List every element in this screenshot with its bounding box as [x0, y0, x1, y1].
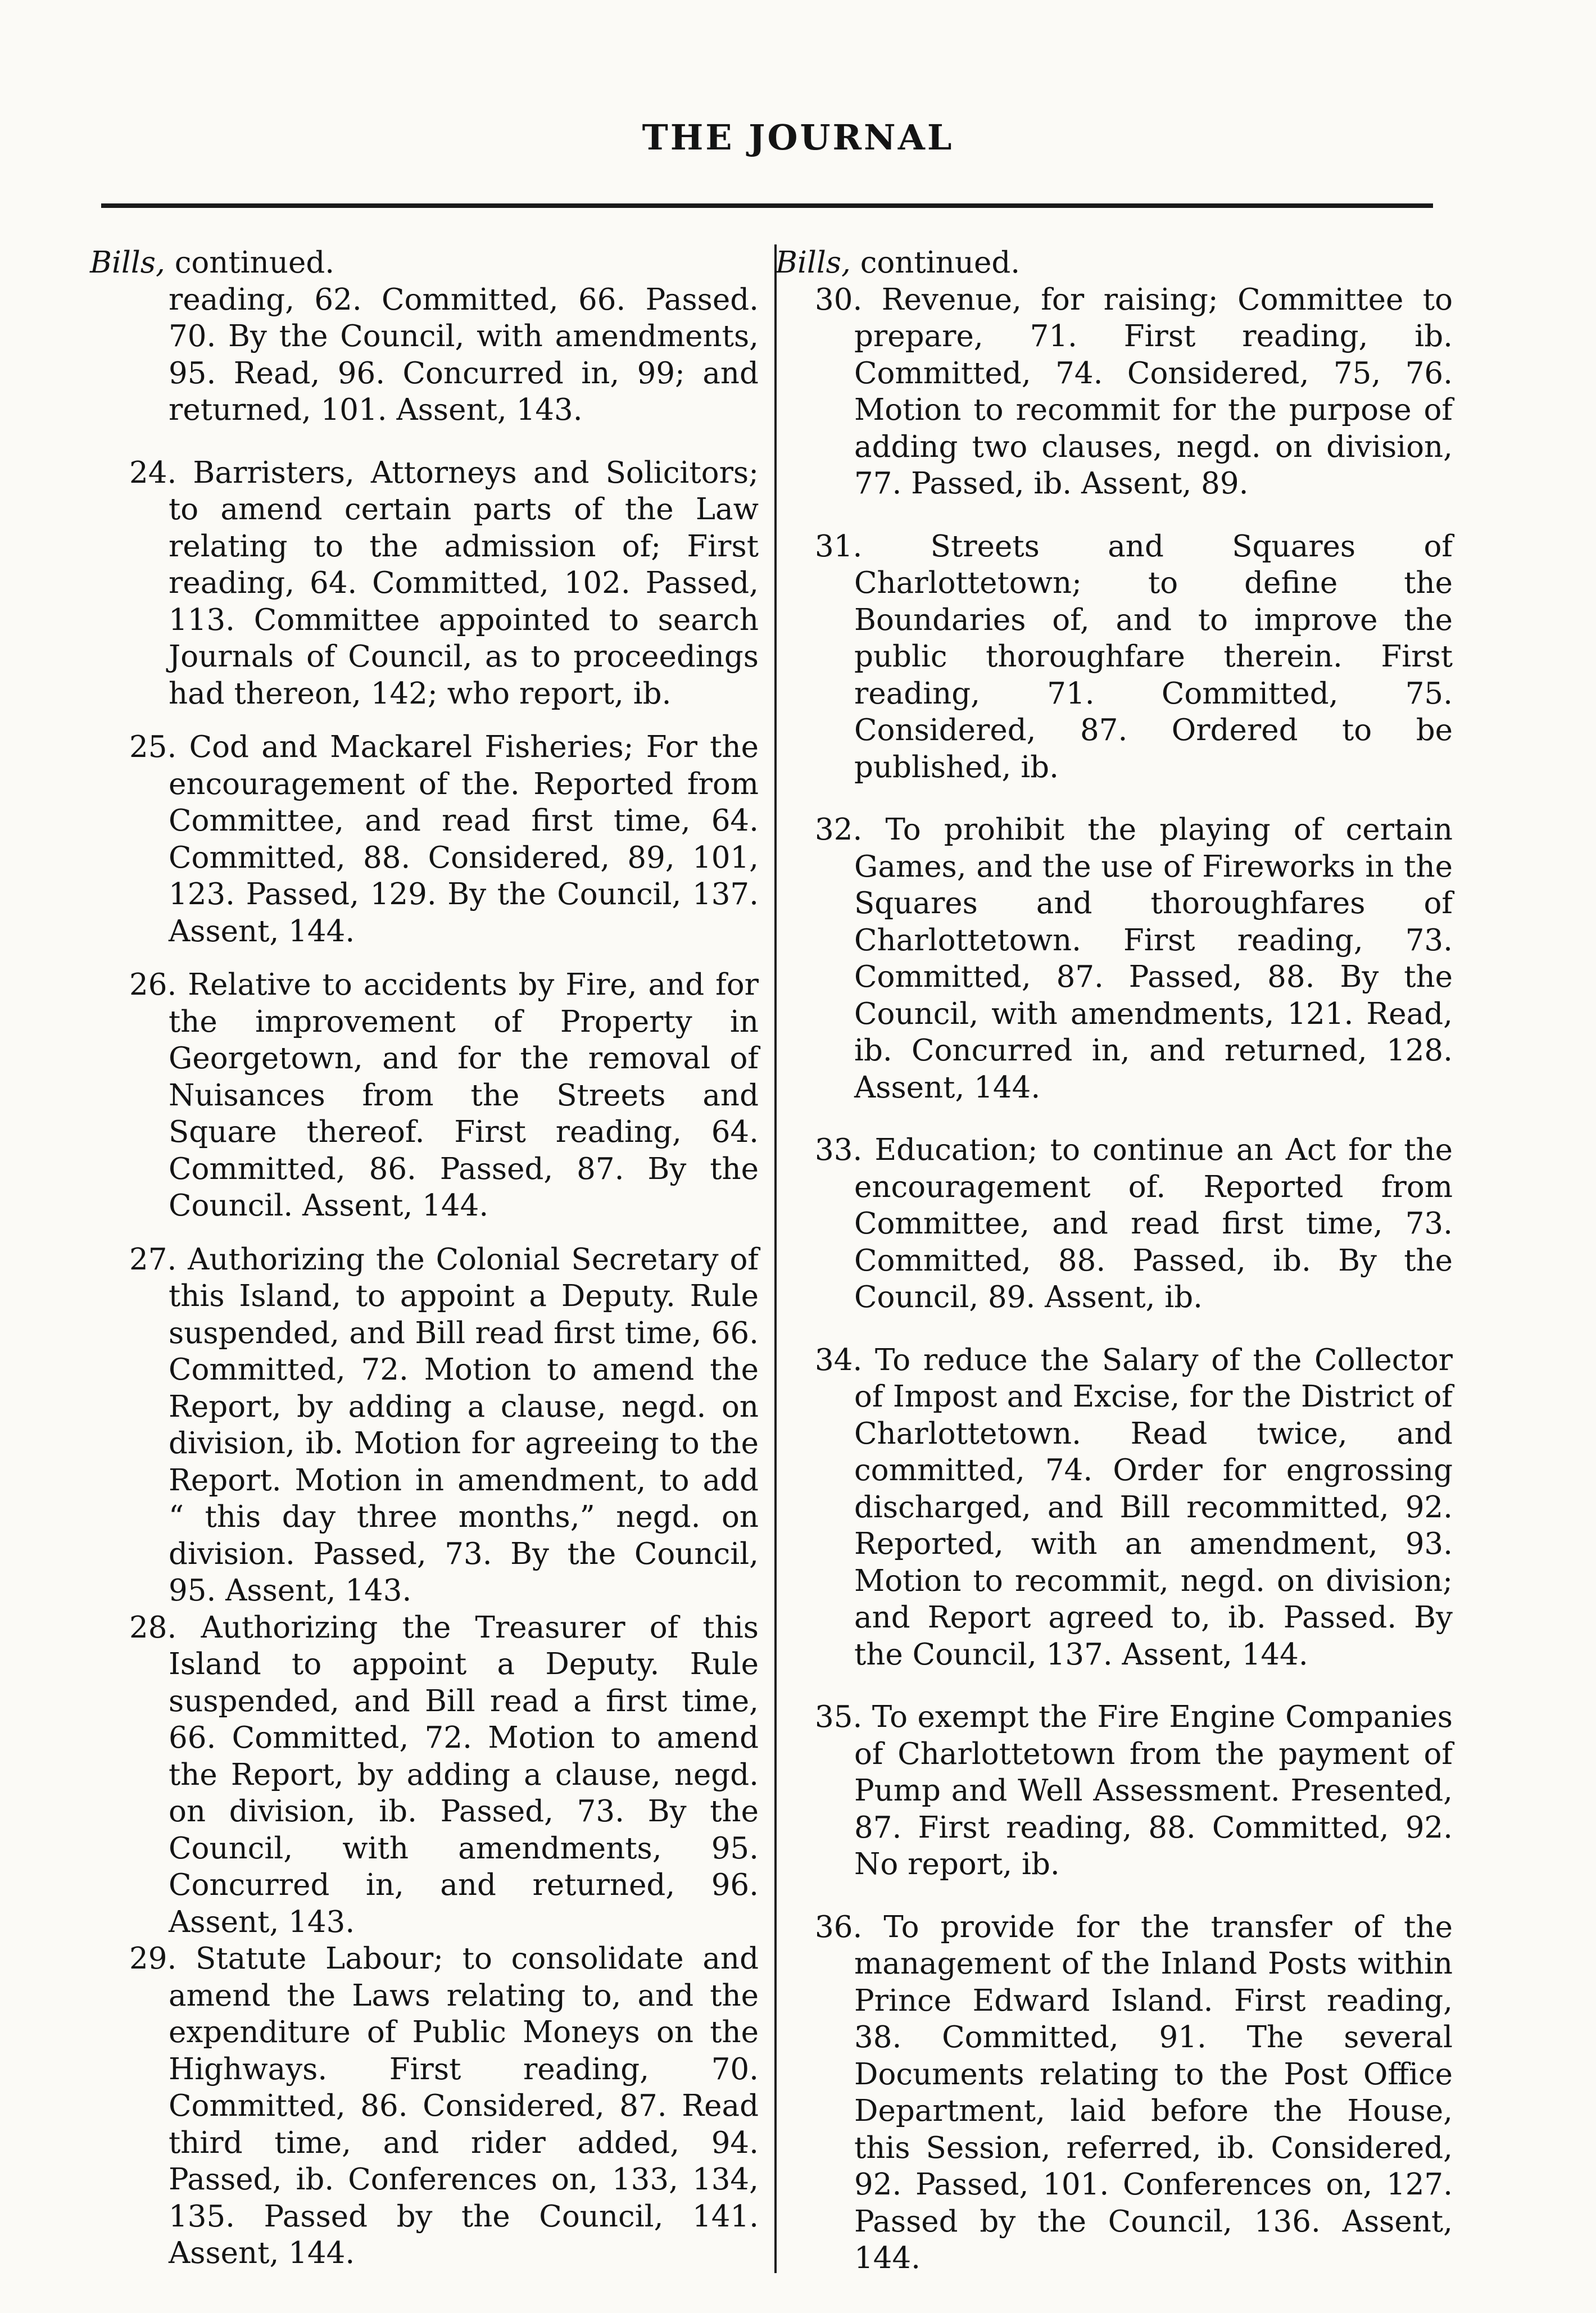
- entry-28: [90, 1609, 759, 1941]
- entry-number: 30.: [815, 282, 863, 317]
- entry-text: To prohibit the playing of certain Games, and the use of Fireworks in the Squares and thoroughfares of Charlottetown. First reading, 73. Committed, 87. Passed, 88. By the Council, with amendments, 121. Read, ib. Concurred in, and returned, 128. Assent, 144.: [854, 813, 1453, 1105]
- entry-30: [776, 282, 1453, 502]
- spacer: [776, 1316, 1453, 1342]
- entry-number: 25.: [129, 730, 177, 764]
- entry-text: Relative to accidents by Fire, and for the improvement of Property in Georgetown, and for the removal of Nuisances from the Streets and Square thereof. First reading, 64. Committed, 86. Passed, 87. By the Council. Assent, 144.: [169, 968, 759, 1223]
- entry-text: Barristers, Attorneys and Solicitors; to amend certain parts of the Law relating to the admission of; First reading, 64. Committed, 102. Passed, 113. Committee appointed to search Journals of Council, as to proceedings had thereon, 142; who report, ib.: [169, 455, 759, 711]
- entry-27: [90, 1241, 759, 1609]
- entry-number: 28.: [129, 1610, 177, 1645]
- running-title: THE JOURNAL: [642, 117, 954, 158]
- entry-24: [90, 455, 759, 713]
- right-column: [776, 244, 1453, 2277]
- entry-31: [776, 528, 1453, 786]
- entry-number: 31.: [815, 529, 863, 564]
- left-column: [90, 244, 759, 2272]
- spacer: [776, 1673, 1453, 1699]
- entry-32: [776, 811, 1453, 1106]
- spacer: [90, 950, 759, 967]
- continued-entry-text: reading, 62. Committed, 66. Passed. 70. By the Council, with amendments, 95. Read, 96. Concurred in, 99; and returned, 101. Assent, 143.: [169, 282, 759, 427]
- entry-number: 27.: [129, 1242, 177, 1277]
- entry-text: To reduce the Salary of the Collector of Impost and Excise, for the District of Charlottetown. Read twice, and committed, 74. Order for engrossing discharged, and Bill recommitted, 92. Reported, with an amendment, 93. Motion to recommit, negd. on division; and Report agreed to, ib. Passed. By the Council, 137. Assent, 144.: [854, 1343, 1453, 1672]
- continued-label-rest: continued.: [850, 246, 1021, 280]
- entry-36: [776, 1909, 1453, 2277]
- entry-26: [90, 967, 759, 1224]
- entry-number: 32.: [815, 813, 863, 847]
- entry-text: Revenue, for raising; Committee to prepare, 71. First reading, ib. Committed, 74. Considered, 75, 76. Motion to recommit for the purpose of adding two clauses, negd. on division, 77. Passed, ib. Assent, 89.: [854, 282, 1453, 501]
- entry-33: [776, 1132, 1453, 1316]
- entry-text: Authorizing the Colonial Secretary of this Island, to appoint a Deputy. Rule suspended, and Bill read first time, 66. Committed, 72. Motion to amend the Report, by adding a clause, negd. on division, ib. Motion for agreeing to the Report. Motion in amendment, to add “ this day three months,” negd. on division. Passed, 73. By the Council, 95. Assent, 143.: [169, 1242, 759, 1608]
- entry-25: [90, 729, 759, 950]
- entry-number: 34.: [815, 1343, 863, 1377]
- entry-number: 29.: [129, 1942, 177, 1976]
- header-rule: [101, 203, 1433, 208]
- entry-34: [776, 1342, 1453, 1673]
- continued-heading: [776, 244, 1453, 282]
- continued-heading: [90, 244, 759, 282]
- entry-number: 33.: [815, 1133, 863, 1167]
- spacer: [776, 502, 1453, 528]
- entry-text: To provide for the transfer of the management of the Inland Posts within Prince Edward Island. First reading, 38. Committed, 91. The several Documents relating to the Post Office Department, laid before the House, this Session, referred, ib. Considered, 92. Passed, 101. Conferences on, 127. Passed by the Council, 136. Assent, 144.: [854, 1910, 1453, 2275]
- spacer: [90, 1224, 759, 1241]
- entry-number: 26.: [129, 968, 177, 1002]
- entry-29: [90, 1940, 759, 2272]
- spacer: [776, 1106, 1453, 1132]
- continued-label-rest: continued.: [165, 246, 335, 280]
- entry-text: Streets and Squares of Charlottetown; to define the Boundaries of, and to improve the public thoroughfare therein. First reading, 71. Committed, 75. Considered, 87. Ordered to be published, ib.: [854, 529, 1453, 784]
- entry-text: Statute Labour; to consolidate and amend the Laws relating to, and the expenditure of Public Moneys on the Highways. First reading, 70. Committed, 86. Considered, 87. Read third time, and rider added, 94. Passed, ib. Conferences on, 133, 134, 135. Passed by the Council, 141. Assent, 144.: [169, 1942, 759, 2270]
- continued-label-italic: Bills,: [90, 246, 165, 280]
- spacer: [90, 712, 759, 729]
- spacer: [776, 786, 1453, 811]
- spacer: [90, 429, 759, 455]
- entry-number: 36.: [815, 1910, 863, 1944]
- entry-number: 24.: [129, 455, 177, 490]
- entry-text: Education; to continue an Act for the encouragement of. Reported from Committee, and read first time, 73. Committed, 88. Passed, ib. By the Council, 89. Assent, ib.: [854, 1133, 1453, 1314]
- entry-text: Authorizing the Treasurer of this Island to appoint a Deputy. Rule suspended, and Bill read a first time, 66. Committed, 72. Motion to amend the Report, by adding a clause, negd. on division, ib. Passed, 73. By the Council, with amendments, 95. Concurred in, and returned, 96. Assent, 143.: [169, 1610, 759, 1939]
- spacer: [776, 1883, 1453, 1909]
- continued-label-italic: Bills,: [776, 246, 851, 280]
- entry-35: [776, 1699, 1453, 1883]
- entry-text: To exempt the Fire Engine Companies of Charlottetown from the payment of Pump and Well Assessment. Presented, 87. First reading, 88. Committed, 92. No report, ib.: [854, 1700, 1453, 1881]
- entry-number: 35.: [815, 1700, 863, 1734]
- entry-text: Cod and Mackarel Fisheries; For the encouragement of the. Reported from Committee, and read first time, 64. Committed, 88. Considered, 89, 101, 123. Passed, 129. By the Council, 137. Assent, 144.: [169, 730, 759, 949]
